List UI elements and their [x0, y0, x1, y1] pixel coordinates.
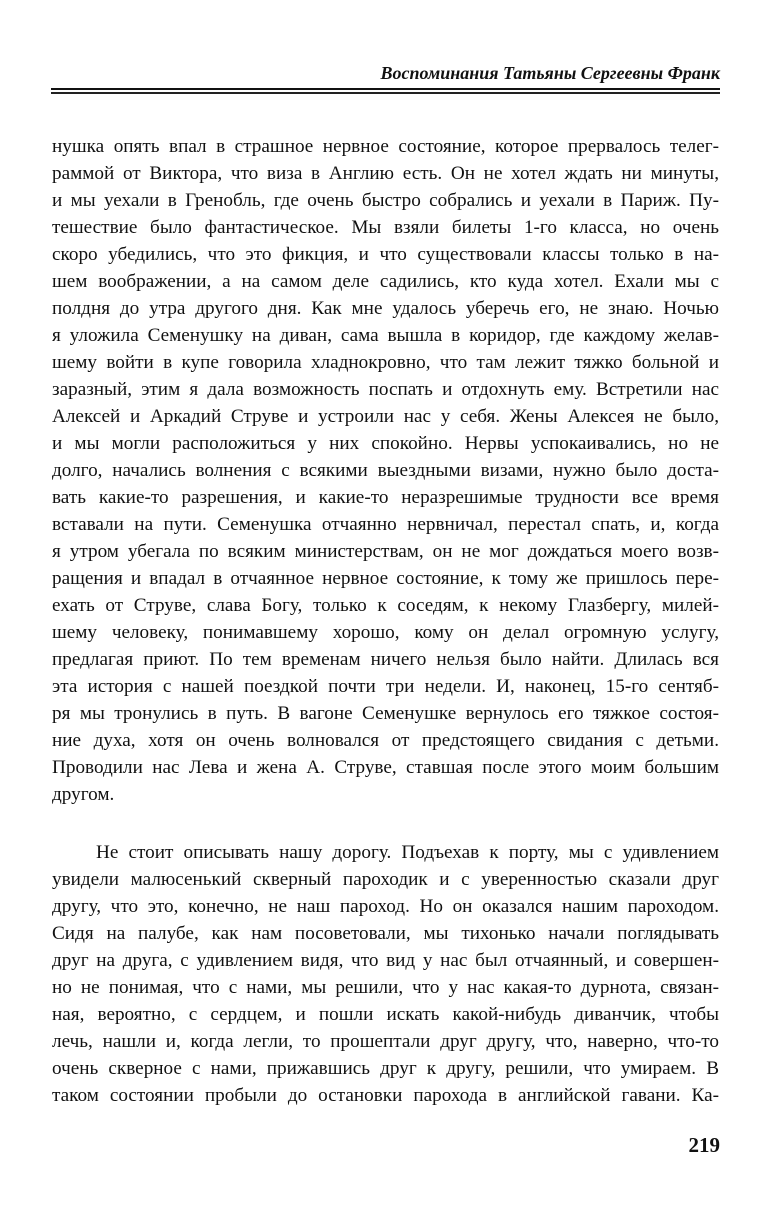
text-line: ря мы тронулись в путь. В вагоне Семенушке вернулось его тяжкое состоя- — [52, 703, 719, 724]
text-line: шем воображении, а на самом деле садились, кто куда хотел. Ехали мы с — [52, 271, 719, 292]
text-line: я уложила Семенушку на диван, сама вышла в коридор, где каждому желав- — [52, 325, 719, 346]
paragraph-1 — [52, 133, 719, 808]
text-line: долго, начались волнения с всякими выездными визами, нужно было доста- — [52, 460, 719, 481]
text-line: полдня до утра другого дня. Как мне удалось уберечь его, не знаю. Ночью — [52, 298, 719, 319]
text-line: ехать от Струве, слава Богу, только к соседям, к некому Глазбергу, милей- — [52, 595, 719, 616]
text-line: и мы уехали в Гренобль, где очень быстро собрались и уехали в Париж. Пу- — [52, 190, 719, 211]
text-line: Проводили нас Лева и жена А. Струве, ставшая после этого моим большим — [52, 757, 719, 778]
text-line: и мы могли расположиться у них спокойно. Нервы успокаивались, но не — [52, 433, 719, 454]
text-line: шему человеку, понимавшему хорошо, кому он делал огромную услугу, — [52, 622, 719, 643]
header-rule-thick — [51, 88, 720, 90]
paragraph-2 — [52, 839, 719, 1109]
text-line: вставали на пути. Семенушка отчаянно нервничал, перестал спать, и, когда — [52, 514, 719, 535]
text-line: я утром убегала по всяким министерствам, он не мог дождаться моего возв- — [52, 541, 719, 562]
text-line: Алексей и Аркадий Струве и устроили нас у себя. Жены Алексея не было, — [52, 406, 719, 427]
text-line: раммой от Виктора, что виза в Англию есть. Он не хотел ждать ни минуты, — [52, 163, 719, 184]
text-line: тешествие было фантастическое. Мы взяли билеты 1-го класса, но очень — [52, 217, 719, 238]
paragraph-gap — [52, 808, 719, 839]
text-line: очень скверное с нами, прижавшись друг к другу, решили, что умираем. В — [52, 1058, 719, 1079]
text-line: эта история с нашей поездкой почти три недели. И, наконец, 15-го сентяб- — [52, 676, 719, 697]
text-line: но не понимая, что с нами, мы решили, что у нас какая-то дурнота, связан- — [52, 977, 719, 998]
text-line: заразный, этим я дала возможность поспать и отдохнуть ему. Встретили нас — [52, 379, 719, 400]
text-line: друг на друга, с удивлением видя, что вид у нас был отчаянный, и совершен- — [52, 950, 719, 971]
body-text — [52, 133, 719, 1109]
text-line: скоро убедились, что это фикция, и что существовали классы только в на- — [52, 244, 719, 265]
text-line: лечь, нашли и, когда легли, то прошептали друг другу, что, наверно, что-то — [52, 1031, 719, 1052]
text-line: увидели малюсенький скверный пароходик и с уверенностью сказали друг — [52, 869, 719, 890]
text-line: предлагая приют. По тем временам ничего нельзя было найти. Длилась вся — [52, 649, 719, 670]
text-line: ращения и впадал в отчаянное нервное состояние, к тому же пришлось пере- — [52, 568, 719, 589]
page-number: 219 — [688, 1133, 720, 1157]
text-line: ная, вероятно, с сердцем, и пошли искать какой-нибудь диванчик, чтобы — [52, 1004, 719, 1025]
text-line: шему войти в купе говорила хладнокровно, что там лежит тяжко больной и — [52, 352, 719, 373]
text-line: вать какие-то разрешения, и какие-то неразрешимые трудности все время — [52, 487, 719, 508]
text-line: другом. — [52, 784, 115, 805]
text-line: Сидя на палубе, как нам посоветовали, мы тихонько начали поглядывать — [52, 923, 719, 944]
text-line: таком состоянии пробыли до остановки парохода в английской гавани. Ка- — [52, 1085, 719, 1106]
text-line: ние духа, хотя он очень волновался от предстоящего свидания с детьми. — [52, 730, 719, 751]
text-line: другу, что это, конечно, не наш пароход. Но он оказался нашим пароходом. — [52, 896, 719, 917]
header-rule-thin — [51, 92, 720, 94]
running-head-title: Воспоминания Татьяны Сергеевны Франк — [380, 63, 720, 83]
text-line: Не стоит описывать нашу дорогу. Подъехав к порту, мы с удивлением — [96, 842, 719, 863]
text-line: нушка опять впал в страшное нервное состояние, которое прервалось телег- — [52, 136, 719, 157]
